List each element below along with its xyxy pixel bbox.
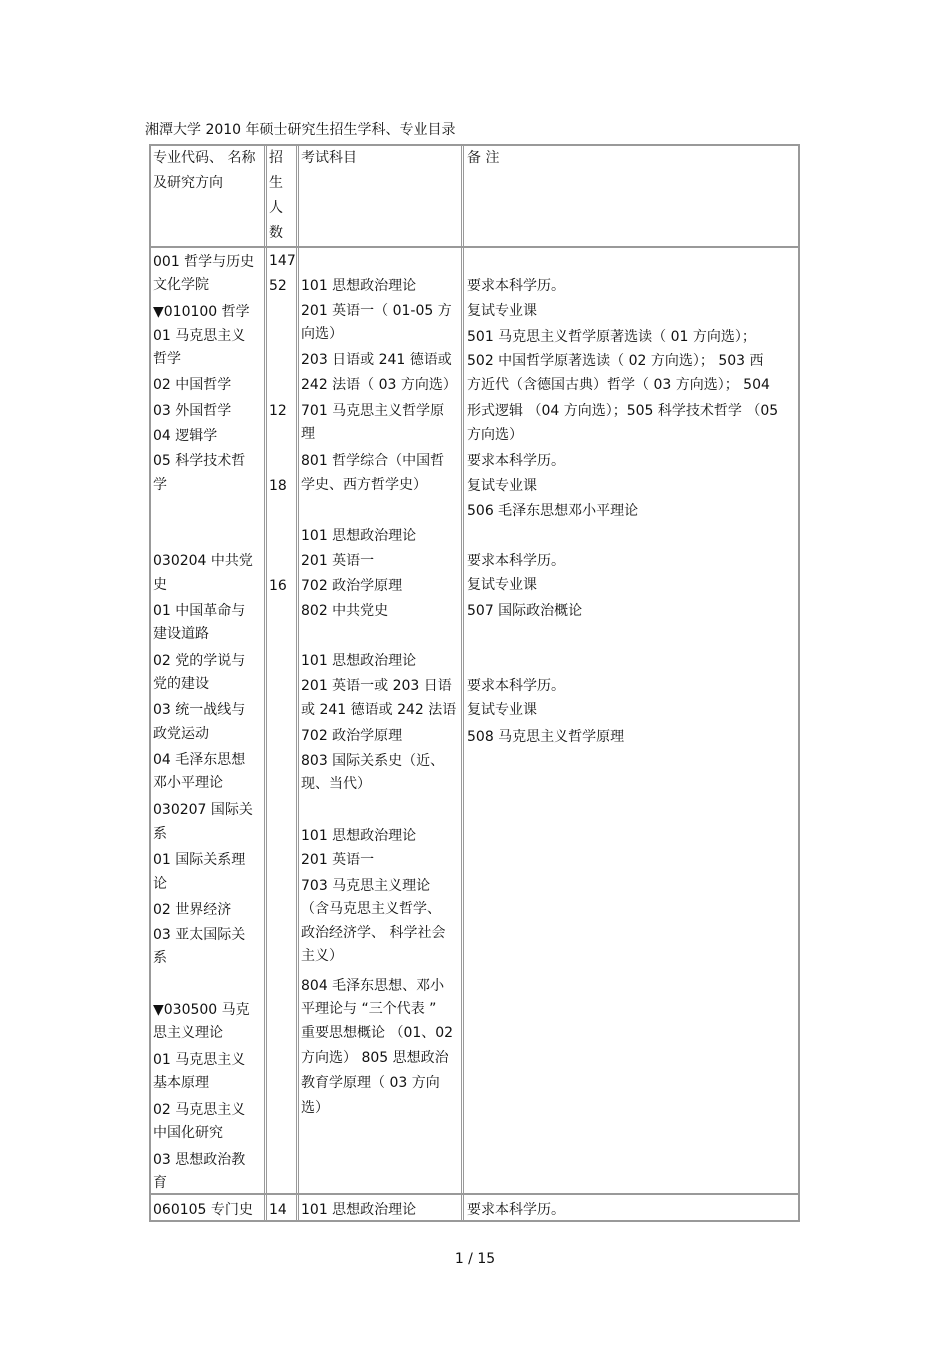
header-text-line: 招	[269, 150, 283, 166]
header-text-line: 考试科目	[301, 150, 357, 166]
cell-text-line: 201 英语一（ 01-05 方	[301, 303, 452, 319]
cell-text-line: 001 哲学与历史	[153, 254, 255, 270]
cell-text-line: 201 英语一或 203 日语	[301, 678, 452, 694]
cell-text-line: 804 毛泽东思想、邓小	[301, 978, 445, 994]
cell-text-line: 系	[153, 950, 167, 966]
cell-text-line: 学史、西方哲学史）	[301, 477, 427, 493]
cell-text-line: 702 政治学原理	[301, 578, 403, 594]
cell-text-line: 201 英语一	[301, 852, 375, 868]
exam-subjects-column	[301, 248, 465, 1193]
cell-text-line: 242 法语（ 03 方向选）	[301, 377, 457, 393]
cell-text-line: 101 思想政治理论	[301, 528, 417, 544]
cell-text-line: 03 外国哲学	[153, 403, 232, 419]
cell-text-line: 01 国际关系理	[153, 852, 246, 868]
cell-text-line: 201 英语一	[301, 553, 375, 569]
table-body-row	[149, 246, 800, 1195]
header-major-code	[153, 146, 265, 196]
cell-text-line: 复试专业课	[467, 577, 537, 593]
cell-text-line: 平理论与 “三个代表 ”	[301, 1001, 437, 1017]
exam-subjects-cell: 101 思想政治理论	[301, 1202, 417, 1218]
cell-text-line: 02 中国哲学	[153, 377, 232, 393]
cell-text-line: 03 亚太国际关	[153, 927, 246, 943]
cell-text-line: 703 马克思主义理论	[301, 878, 431, 894]
cell-text-line: 要求本科学历。	[467, 678, 565, 694]
cell-text-line: 803 国际关系史（近、	[301, 753, 445, 769]
cell-text-line: 501 马克思主义哲学原著选读（ 01 方向选）；	[467, 329, 756, 345]
header-text-line: 专业代码、 名称	[153, 150, 256, 166]
cell-text-line: 党的建设	[153, 676, 209, 692]
cell-text-line: 复试专业课	[467, 303, 537, 319]
cell-text-line: ▼030500 马克	[153, 1002, 250, 1018]
cell-text-line: 哲学	[153, 351, 181, 367]
cell-text-line: 方向选）	[467, 427, 523, 443]
cell-text-line: 147	[269, 253, 296, 269]
header-exam-subjects	[301, 146, 465, 171]
cell-text-line: 或 241 德语或 242 法语	[301, 702, 457, 718]
cell-text-line: 507 国际政治概论	[467, 603, 583, 619]
cell-text-line: 现、当代）	[301, 776, 371, 792]
cell-text-line: 邓小平理论	[153, 775, 223, 791]
cell-text-line: 02 党的学说与	[153, 653, 246, 669]
header-remarks	[467, 146, 803, 171]
cell-text-line: 向选）	[301, 326, 343, 342]
cell-text-line: 01 马克思主义	[153, 1052, 246, 1068]
cell-text-line: 05 科学技术哲	[153, 453, 246, 469]
header-text-line: 及研究方向	[153, 175, 223, 191]
cell-text-line: 学	[153, 477, 167, 493]
cell-text-line: 03 统一战线与	[153, 702, 246, 718]
cell-text-line: 主义）	[301, 948, 343, 964]
header-enrollment	[269, 146, 297, 246]
cell-text-line: 101 思想政治理论	[301, 278, 417, 294]
cell-text-line: 01 马克思主义	[153, 328, 246, 344]
cell-text-line: 文化学院	[153, 277, 209, 293]
cell-text-line: 要求本科学历。	[467, 553, 565, 569]
cell-text-line: 02 世界经济	[153, 902, 232, 918]
cell-text-line: 要求本科学历。	[467, 278, 565, 294]
cell-text-line: 03 思想政治教	[153, 1152, 246, 1168]
header-text-line: 人	[269, 200, 283, 216]
cell-text-line: 801 哲学综合（中国哲	[301, 453, 445, 469]
cell-text-line: 203 日语或 241 德语或	[301, 352, 452, 368]
cell-text-line: 01 中国革命与	[153, 603, 246, 619]
cell-text-line: （含马克思主义哲学、	[301, 901, 441, 917]
cell-text-line: 史	[153, 577, 167, 593]
cell-text-line: 802 中共党史	[301, 603, 389, 619]
cell-text-line: 思主义理论	[153, 1025, 223, 1041]
remarks-column	[467, 248, 803, 1193]
cell-text-line: 复试专业课	[467, 702, 537, 718]
cell-text-line: ▼010100 哲学	[153, 304, 250, 320]
cell-text-line: 16	[269, 578, 287, 594]
cell-text-line: 基本原理	[153, 1075, 209, 1091]
cell-text-line: 506 毛泽东思想邓小平理论	[467, 503, 639, 519]
page-title: 湘潭大学 2010 年硕士研究生招生学科、专业目录	[145, 122, 456, 138]
cell-text-line: 理	[301, 426, 315, 442]
major-code-cell: 060105 专门史	[153, 1202, 253, 1218]
enrollment-cell: 14	[269, 1202, 287, 1218]
header-text-line: 数	[269, 225, 283, 241]
cell-text-line: 重要思想概论 （01、02	[301, 1025, 454, 1041]
cell-text-line: 18	[269, 478, 287, 494]
table-header-row	[149, 144, 800, 248]
cell-text-line: 04 毛泽东思想	[153, 752, 246, 768]
cell-text-line: 702 政治学原理	[301, 728, 403, 744]
cell-text-line: 12	[269, 403, 287, 419]
cell-text-line: 02 马克思主义	[153, 1102, 246, 1118]
cell-text-line: 101 思想政治理论	[301, 653, 417, 669]
enrollment-column	[269, 248, 297, 1193]
cell-text-line: 复试专业课	[467, 478, 537, 494]
cell-text-line: 建设道路	[153, 626, 209, 642]
cell-text-line: 04 逻辑学	[153, 428, 218, 444]
cell-text-line: 教育学原理（ 03 方向	[301, 1075, 440, 1091]
table-row	[149, 1193, 800, 1222]
cell-text-line: 中国化研究	[153, 1125, 223, 1141]
header-text-line: 备 注	[467, 150, 500, 166]
cell-text-line: 502 中国哲学原著选读（ 02 方向选）； 503 西	[467, 353, 764, 369]
cell-text-line: 030207 国际关	[153, 802, 253, 818]
cell-text-line: 方近代（含德国古典）哲学（ 03 方向选）； 504	[467, 377, 770, 393]
cell-text-line: 030204 中共党	[153, 553, 253, 569]
page-number: 1 / 15	[454, 1251, 496, 1267]
cell-text-line: 508 马克思主义哲学原理	[467, 729, 625, 745]
cell-text-line: 育	[153, 1175, 167, 1191]
cell-text-line: 52	[269, 278, 287, 294]
remarks-cell: 要求本科学历。	[467, 1202, 565, 1218]
cell-text-line: 701 马克思主义哲学原	[301, 403, 445, 419]
cell-text-line: 论	[153, 876, 167, 892]
cell-text-line: 101 思想政治理论	[301, 828, 417, 844]
cell-text-line: 系	[153, 826, 167, 842]
major-column	[153, 248, 265, 1193]
cell-text-line: 选）	[301, 1100, 329, 1116]
cell-text-line: 要求本科学历。	[467, 453, 565, 469]
cell-text-line: 形式逻辑 （04 方向选）；505 科学技术哲学 （05	[467, 403, 779, 419]
cell-text-line: 政治经济学、 科学社会	[301, 925, 446, 941]
header-text-line: 生	[269, 175, 283, 191]
cell-text-line: 政党运动	[153, 726, 209, 742]
cell-text-line: 方向选） 805 思想政治	[301, 1050, 449, 1066]
